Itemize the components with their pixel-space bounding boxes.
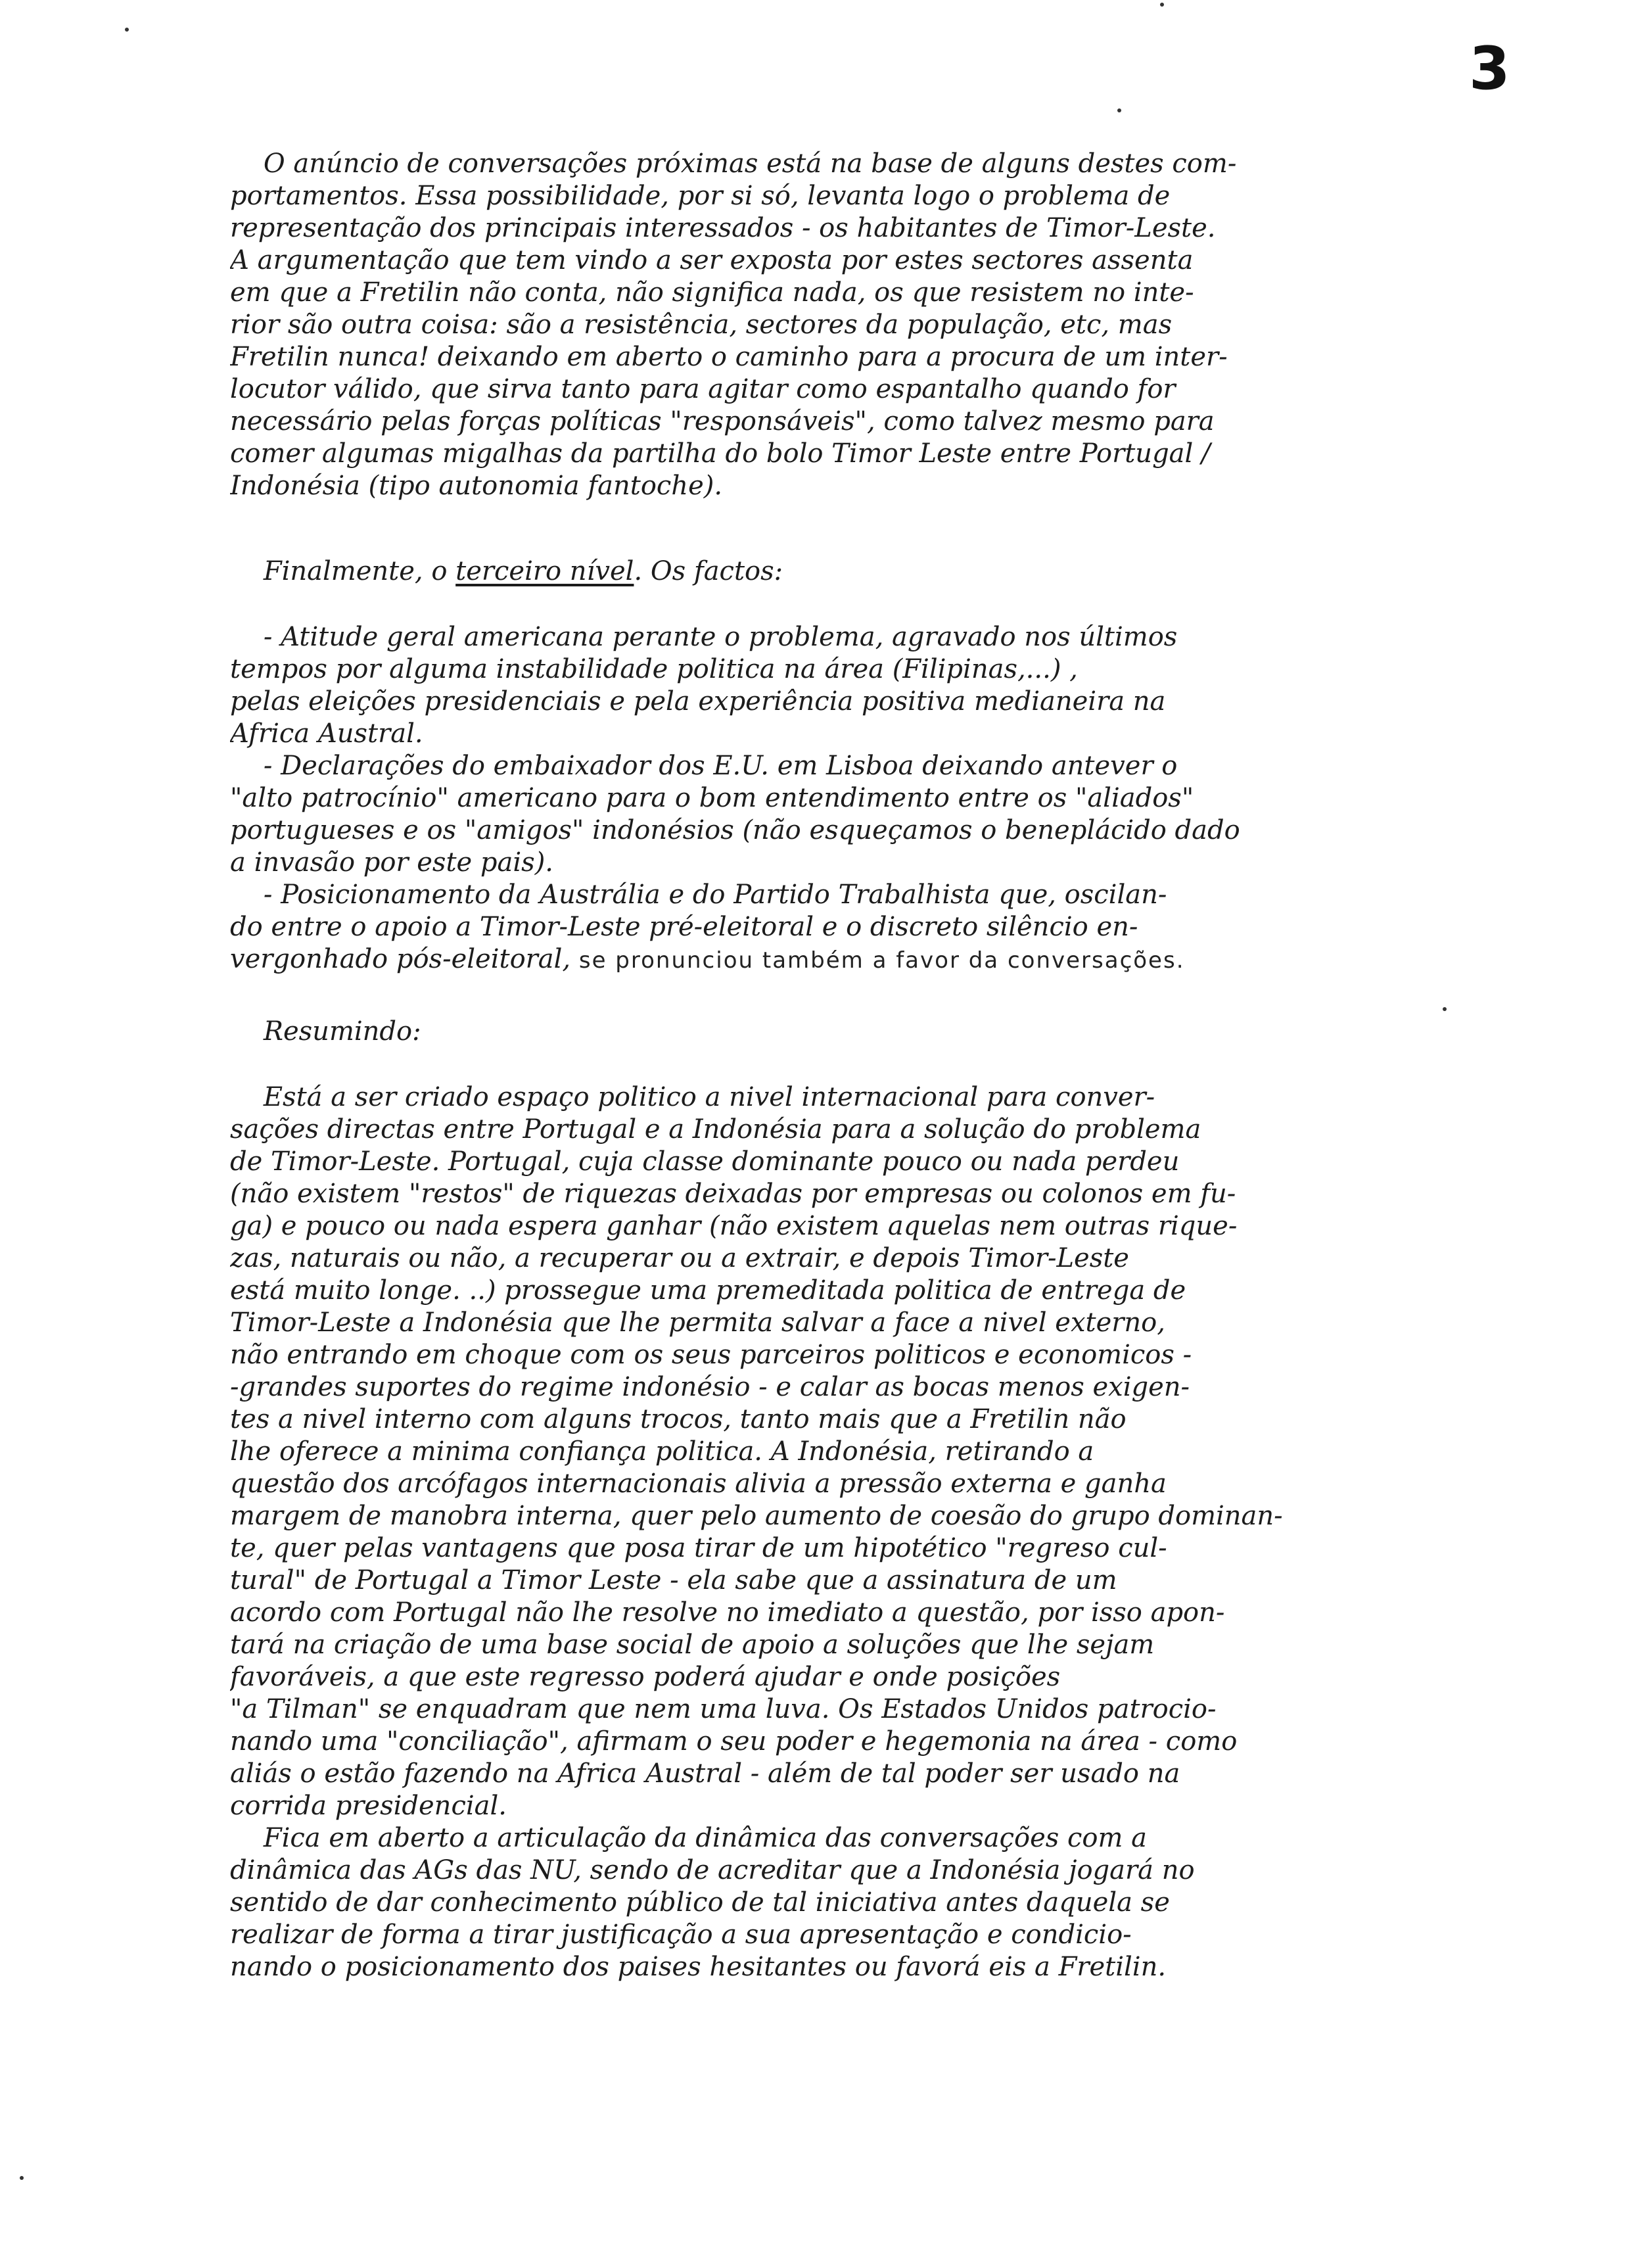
scan-speck [1117, 108, 1121, 112]
text-line: está muito longe. ..) prossegue uma premeditada politica de entrega de [230, 1275, 1186, 1306]
text-line: "alto patrocínio" americano para o bom entendimento entre os "aliados" [230, 783, 1194, 813]
heading-suffix: . Os factos: [634, 556, 783, 586]
text-line: Africa Austral. [230, 719, 423, 749]
paragraph-summary-body [230, 1081, 1479, 1822]
text-line: tes a nivel interno com alguns trocos, tanto mais que a Fretilin não [230, 1404, 1127, 1434]
text-line: -grandes suportes do regime indonésio - e calar as bocas menos exigen- [230, 1372, 1190, 1402]
text-line: do entre o apoio a Timor-Leste pré-eleitoral e o discreto silêncio en- [230, 912, 1138, 942]
text-line: tempos por alguma instabilidade politica na área (Filipinas,...) , [230, 654, 1078, 684]
text-line: Timor-Leste a Indonésia que lhe permita salvar a face a nivel externo, [230, 1308, 1165, 1338]
text-line: tará na criação de uma base social de apoio a soluções que lhe sejam [230, 1630, 1155, 1660]
text-line: dinâmica das AGs das NU, sendo de acreditar que a Indonésia jogará no [230, 1855, 1195, 1885]
scan-speck [125, 28, 129, 32]
paragraph-third-level-heading [230, 555, 1479, 588]
text-line: A argumentação que tem vindo a ser exposta por estes sectores assenta [230, 245, 1194, 275]
text-line: questão dos arcófagos internacionais alivia a pressão externa e ganha [230, 1469, 1167, 1499]
text-line: comer algumas migalhas da partilha do bolo Timor Leste entre Portugal / [230, 438, 1211, 469]
paragraph-facts-list [230, 621, 1479, 977]
text-line: sações directas entre Portugal e a Indonésia para a solução do problema [230, 1114, 1201, 1145]
text-line: locutor válido, que sirva tanto para agitar como espantalho quando for [230, 374, 1176, 404]
text-line: zas, naturais ou não, a recuperar ou a extrair, e depois Timor-Leste [230, 1243, 1129, 1273]
text-line: "a Tilman" se enquadram que nem uma luva. Os Estados Unidos patrocio- [230, 1694, 1217, 1724]
text-line: te, quer pelas vantagens que posa tirar de um hipotético "regreso cul- [230, 1533, 1167, 1563]
text-line: tural" de Portugal a Timor Leste - ela sabe que a assinatura de um [230, 1565, 1117, 1595]
text-line: rior são outra coisa: são a resistência, sectores da população, etc, mas [230, 310, 1173, 340]
text-line: realizar de forma a tirar justificação a sua apresentação e condicio- [230, 1920, 1132, 1950]
text-line: Fica em aberto a articulação da dinâmica das conversações com a [230, 1823, 1147, 1853]
text-line: a invasão por este pais). [230, 847, 554, 878]
typed-text: vergonhado pós-eleitoral, [230, 944, 579, 974]
text-line: Fretilin nunca! deixando em aberto o caminho para a procura de um inter- [230, 342, 1228, 372]
paragraph-conversations [230, 148, 1479, 502]
text-line: - Declarações do embaixador dos E.U. em Lisboa deixando antever o [230, 751, 1178, 781]
text-line: pelas eleições presidenciais e pela experiência positiva medianeira na [230, 686, 1166, 717]
text-line: aliás o estão fazendo na Africa Austral - além de tal poder ser usado na [230, 1759, 1180, 1789]
heading-prefix: Finalmente, o [230, 556, 456, 586]
text-line [230, 555, 1479, 588]
underlined-phrase: terceiro nível [455, 556, 634, 586]
text-line: não entrando em choque com os seus parceiros politicos e economicos - [230, 1340, 1192, 1370]
scan-speck [1160, 3, 1164, 7]
text-line: de Timor-Leste. Portugal, cuja classe dominante pouco ou nada perdeu [230, 1146, 1180, 1177]
text-line: Indonésia (tipo autonomia fantoche). [230, 471, 723, 501]
page-number: 3 [1469, 34, 1510, 103]
text-line: - Posicionamento da Austrália e do Partido Trabalhista que, oscilan- [230, 880, 1167, 910]
text-line: margem de manobra interna, quer pelo aumento de coesão do grupo dominan- [230, 1501, 1283, 1531]
text-line: portugueses e os "amigos" indonésios (não esqueçamos o beneplácido dado [230, 815, 1240, 845]
text-line: portamentos. Essa possibilidade, por si só, levanta logo o problema de [230, 181, 1171, 211]
text-line: nando o posicionamento dos paises hesitantes ou favorá eis a Fretilin. [230, 1952, 1167, 1982]
scan-speck [20, 2176, 24, 2180]
handwritten-annotation: se pronunciou também a favor da conversações. [578, 947, 1185, 974]
text-line: necessário pelas forças políticas "responsáveis", como talvez mesmo para [230, 406, 1215, 437]
text-line: ga) e pouco ou nada espera ganhar (não existem aquelas nem outras rique- [230, 1211, 1238, 1241]
text-line: nando uma "conciliação", afirmam o seu poder e hegemonia na área - como [230, 1726, 1238, 1757]
text-line [230, 943, 1479, 977]
text-line: corrida presidencial. [230, 1791, 507, 1821]
scan-speck [1443, 1007, 1447, 1011]
text-line: representação dos principais interessados - os habitantes de Timor-Leste. [230, 213, 1216, 243]
paragraph-summary-heading [230, 1016, 1479, 1048]
text-line: O anúncio de conversações próximas está na base de alguns destes com- [230, 149, 1237, 179]
text-line: lhe oferece a minima confiança politica. A Indonésia, retirando a [230, 1436, 1094, 1467]
text-line: favoráveis, a que este regresso poderá ajudar e onde posições [230, 1662, 1061, 1692]
paragraph-open-question [230, 1822, 1479, 1983]
text-line: (não existem "restos" de riquezas deixadas por empresas ou colonos em fu- [230, 1179, 1236, 1209]
text-line: sentido de dar conhecimento público de tal iniciativa antes daquela se [230, 1887, 1170, 1918]
text-line: - Atitude geral americana perante o problema, agravado nos últimos [230, 622, 1178, 652]
text-line: em que a Fretilin não conta, não significa nada, os que resistem no inte- [230, 277, 1194, 308]
text-line: Resumindo: [230, 1016, 421, 1047]
text-line: Está a ser criado espaço politico a nivel internacional para conver- [230, 1082, 1155, 1112]
text-line: acordo com Portugal não lhe resolve no imediato a questão, por isso apon- [230, 1597, 1225, 1628]
